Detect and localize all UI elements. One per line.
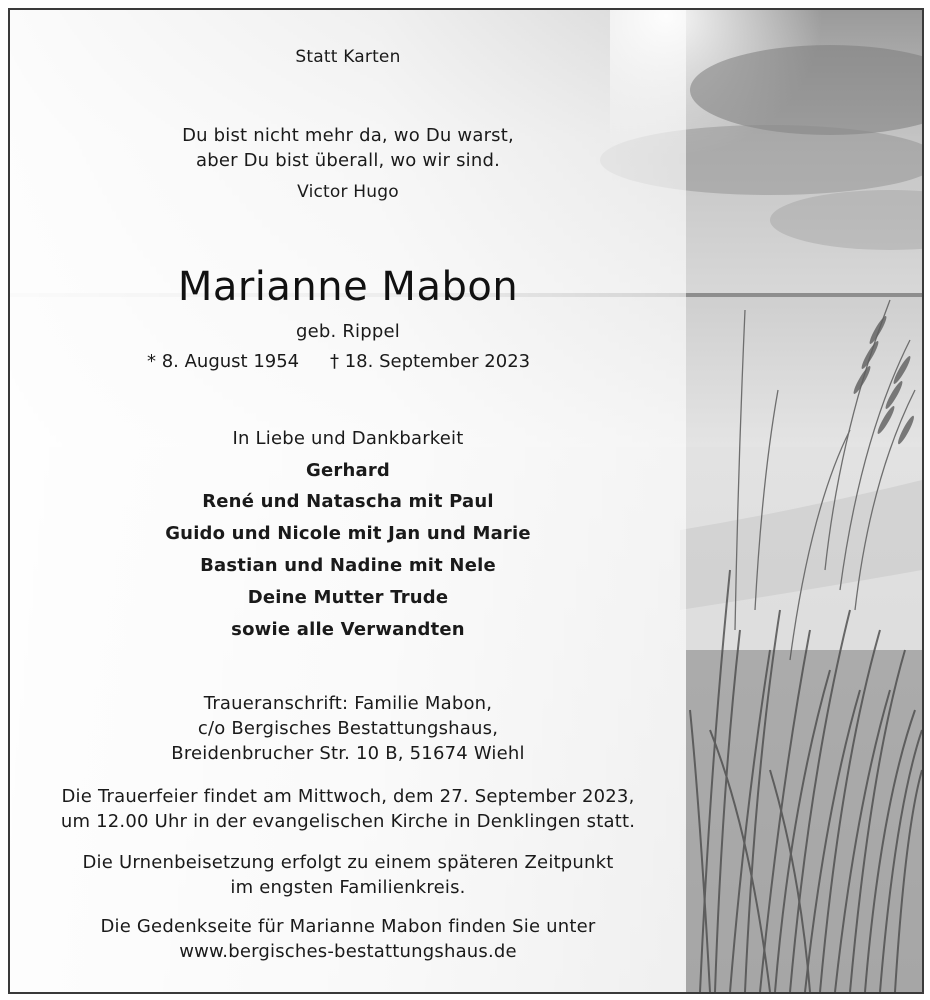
address-line-3: Breidenbrucher Str. 10 B, 51674 Wiehl: [171, 743, 525, 764]
mourner-name: Guido und Nicole mit Jan und Marie: [165, 523, 531, 544]
memorial-website: www.bergisches-bestattungshaus.de: [179, 941, 517, 962]
memorial-line-1: Die Gedenkseite für Marianne Mabon finden Sie unter: [100, 916, 596, 937]
urn-line-1: Die Urnenbeisetzung erfolgt zu einem späteren Zeitpunkt: [82, 852, 614, 873]
urn-line-2: im engsten Familienkreis.: [230, 877, 466, 898]
quote-line-1: Du bist nicht mehr da, wo Du warst,: [182, 125, 514, 146]
birth-name: geb. Rippel: [295, 321, 400, 342]
mourner-name: sowie alle Verwandten: [231, 619, 465, 640]
mourner-name: Gerhard: [306, 460, 390, 481]
address-line-1: Traueranschrift: Familie Mabon,: [203, 693, 493, 714]
text-column: [10, 10, 686, 992]
statt-karten-label: Statt Karten: [295, 47, 401, 67]
mourner-name: Bastian und Nadine mit Nele: [200, 555, 496, 576]
mourners-intro: In Liebe und Dankbarkeit: [232, 428, 464, 449]
birth-date: * 8. August 1954: [147, 351, 300, 372]
death-date: † 18. September 2023: [330, 351, 531, 372]
deceased-name: Marianne Mabon: [177, 264, 519, 310]
obituary-frame: [8, 8, 924, 994]
mourner-name: René und Natascha mit Paul: [202, 491, 494, 512]
quote-line-2: aber Du bist überall, wo wir sind.: [195, 150, 501, 171]
mourner-name: Deine Mutter Trude: [247, 587, 449, 608]
ceremony-line-2: um 12.00 Uhr in der evangelischen Kirche in Denklingen statt.: [60, 811, 636, 832]
ceremony-line-1: Die Trauerfeier findet am Mittwoch, dem 27. September 2023,: [61, 786, 635, 807]
address-line-2: c/o Bergisches Bestattungshaus,: [197, 718, 499, 739]
quote-author: Victor Hugo: [297, 182, 399, 202]
